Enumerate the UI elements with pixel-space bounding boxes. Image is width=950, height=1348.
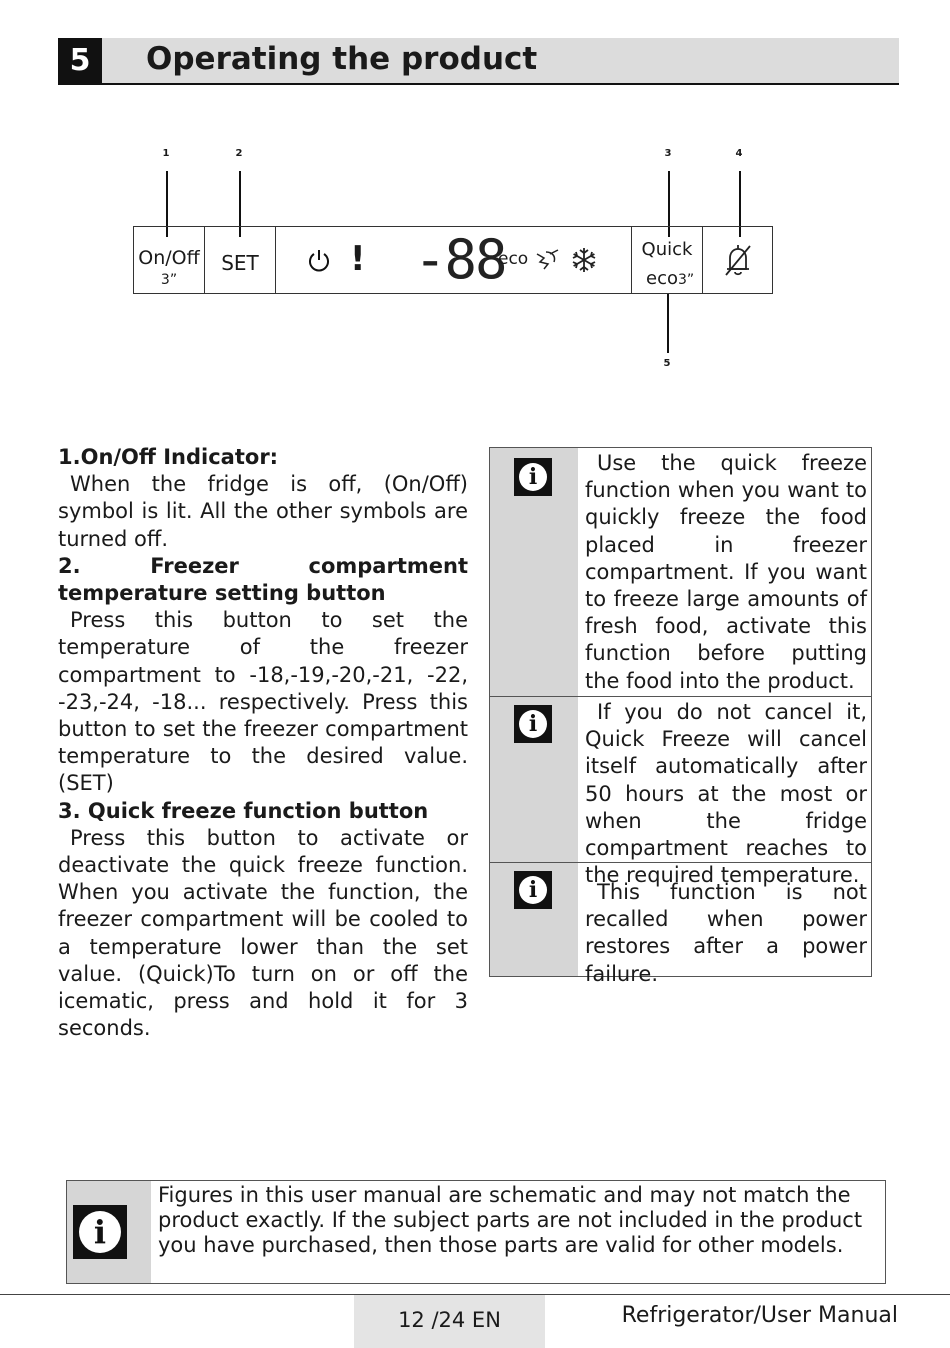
info-icon: i [73,1205,127,1259]
note-text: Figures in this user manual are schematic and may not match the product exactly. If the subject parts are not included in the product you have purchased, then those parts are valid for other models. [158,1183,863,1257]
eco3-sub-label: 3” [677,272,695,288]
note-icon-cell [67,1181,151,1283]
left-column-text [58,444,468,1042]
info-icon-cell [490,863,578,976]
set-button [205,227,276,293]
info-row [490,863,871,986]
info-text: If you do not cancel it, Quick Freeze will cancel itself automatically after 50 hours at the most or when the fridge compartment reaches to the required temperature. [585,700,867,888]
page-number: 12 /24 EN [354,1295,545,1348]
info-row [490,697,871,888]
callout-4: 4 [735,148,743,159]
info-icon-cell [490,448,578,696]
info-icon: i [514,458,552,496]
callout-1: 1 [162,148,170,159]
heading-onoff-indicator: 1.On/Off Indicator: [58,445,279,469]
info-icon-cell [490,697,578,862]
note-box [66,1180,886,1284]
onoff-sub-label: 3” [160,272,178,288]
alert-icon: ! [350,239,366,279]
info-icon: i [514,705,552,743]
section-title: Operating the product [146,41,538,77]
control-panel [133,226,773,294]
document-title: Refrigerator/User Manual [621,1303,898,1328]
heading-freezer-setting: 2. Freezer compartment temperature setting button [58,553,468,606]
callout-3: 3 [664,148,672,159]
info-row [490,448,871,697]
quick-label: Quick [641,239,693,260]
callout-5: 5 [663,358,671,369]
eco3-label-group [646,268,694,289]
info-icon: i [514,871,552,909]
onoff-label: On/Off [138,247,200,269]
display-digits: -88 [414,228,506,291]
callout-2: 2 [235,148,243,159]
eco3-label: eco [646,268,678,289]
snowflake-icon [571,247,597,273]
para-quick-freeze: Press this button to activate or deactivate the quick freeze function. When you activate the function, the freezer compartment will be cooled to a temperature lower than the set value. (Quick)To turn on or off the icematic, press and hold it for 3 seconds. [58,825,468,1041]
alarm-off-button [703,227,772,293]
info-text: This function is not recalled when power restores after a power failure. [585,880,867,986]
eco-fuzzy-icon [534,248,560,272]
eco-label: eco [498,249,529,269]
info-text: Use the quick freeze function when you want to quickly freeze the food placed in freezer compartment. If you want to freeze large amounts of fresh food, activate this function before putting the food into the product. [585,451,867,693]
display-area [276,227,632,293]
info-table [489,447,872,986]
callout-line-5 [667,293,669,353]
onoff-button [134,227,205,293]
section-number: 5 [58,38,102,83]
quick-button [632,227,703,293]
power-icon [307,248,331,272]
para-freezer-setting: Press this button to set the temperature of the freezer compartment to -18,-19,-20,-21, -22, -23,-24, -18... respectively. Press this button to set the freezer compartment temperature to the desired value. (SET) [58,608,468,796]
set-label: SET [221,251,259,275]
para-onoff-indicator: When the fridge is off, (On/Off) symbol is lit. All the other symbols are turned off. [58,472,468,551]
heading-quick-freeze: 3. Quick freeze function button [58,798,429,823]
alarm-off-bell-icon [722,243,754,277]
